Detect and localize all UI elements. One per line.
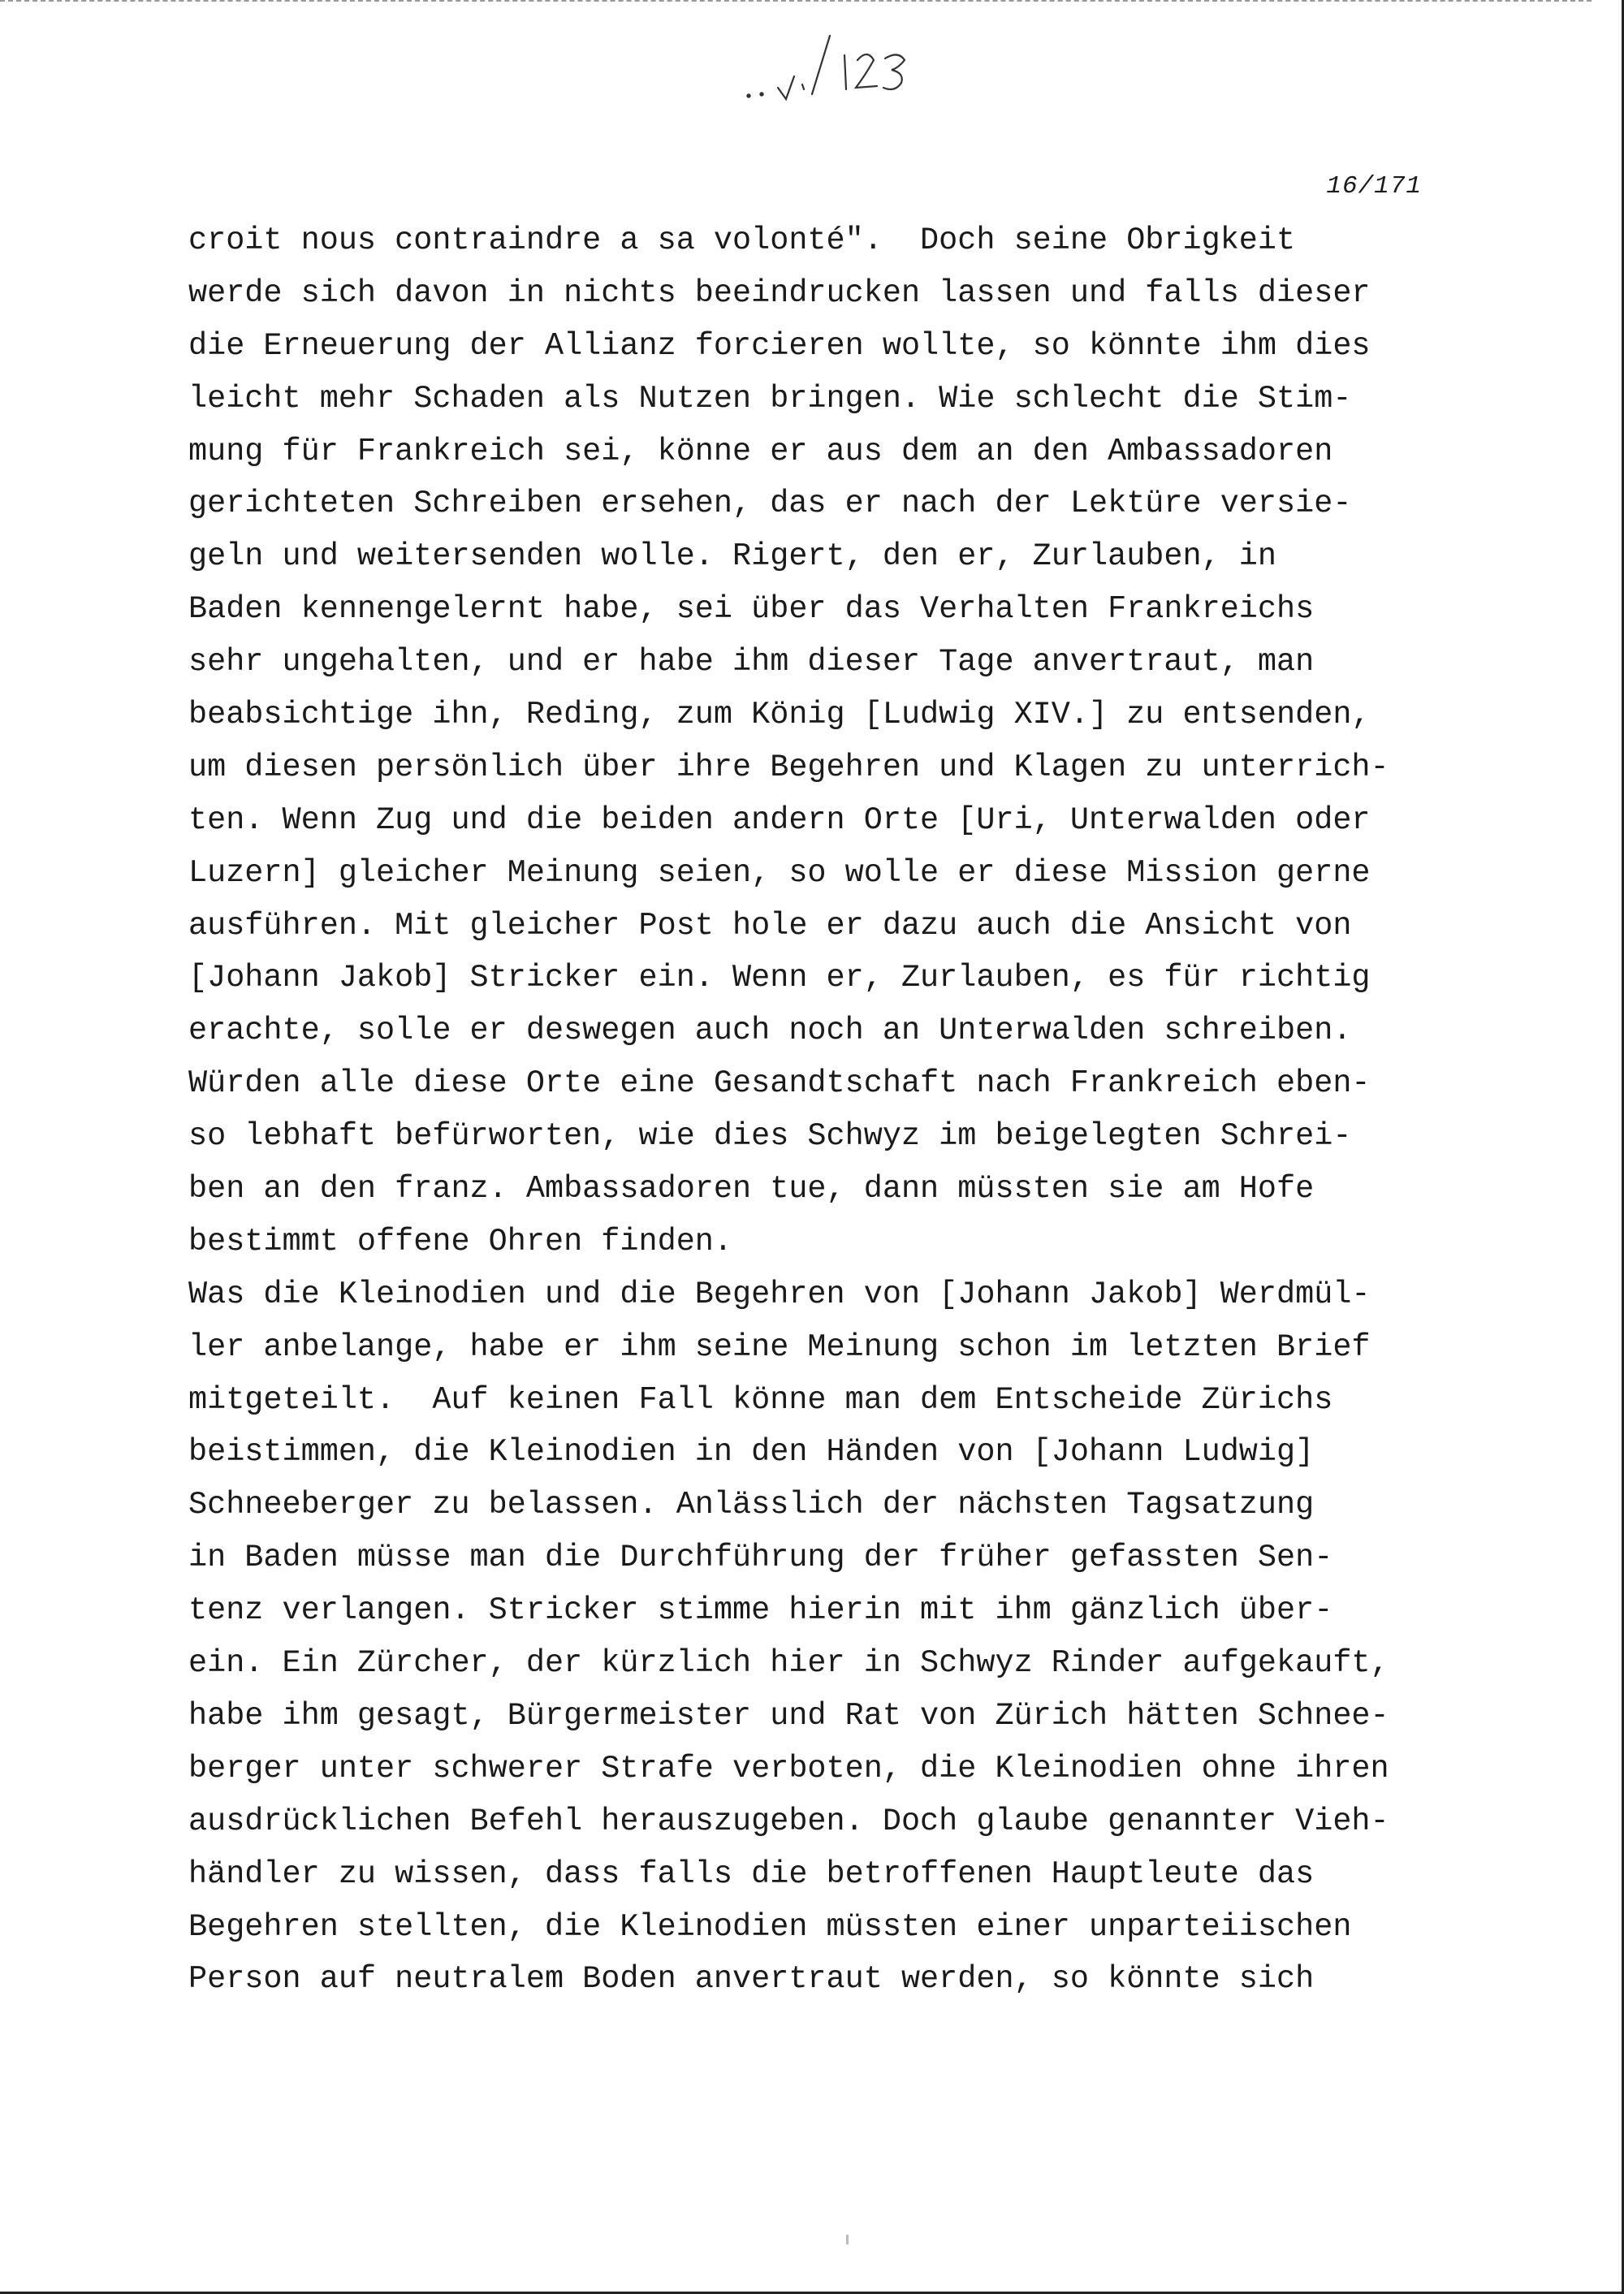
scan-edge-mark xyxy=(0,0,1592,2)
text-line: berger unter schwerer Strafe verboten, die Kleinodien ohne ihren xyxy=(188,1750,1389,1786)
text-line: erachte, solle er deswegen auch noch an Unterwalden schreiben. xyxy=(188,1013,1352,1049)
text-line: habe ihm gesagt, Bürgermeister und Rat von Zürich hätten Schnee- xyxy=(188,1697,1389,1734)
handwritten-archive-number xyxy=(739,24,918,114)
text-line: um diesen persönlich über ihre Begehren und Klagen zu unterrich- xyxy=(188,749,1389,785)
page-number: 16/171 xyxy=(1326,172,1422,201)
text-line: ausführen. Mit gleicher Post hole er dazu auch die Ansicht von xyxy=(188,907,1352,944)
text-line: Luzern] gleicher Meinung seien, so wolle er diese Mission gerne xyxy=(188,854,1371,891)
text-line: ten. Wenn Zug und die beiden andern Orte [Uri, Unterwalden oder xyxy=(188,801,1371,838)
text-line: bestimmt offene Ohren finden. xyxy=(188,1223,733,1259)
text-line: beabsichtige ihn, Reding, zum König [Ludwig XIV.] zu entsenden, xyxy=(188,697,1371,733)
text-line: sehr ungehalten, und er habe ihm dieser Tage anvertraut, man xyxy=(188,644,1315,680)
text-line: händler zu wissen, dass falls die betroffenen Hauptleute das xyxy=(188,1856,1315,1892)
text-line: ler anbelange, habe er ihm seine Meinung schon im letzten Brief xyxy=(188,1328,1371,1365)
text-line: Baden kennengelernt habe, sei über das Verhalten Frankreichs xyxy=(188,591,1315,628)
text-line: in Baden müsse man die Durchführung der früher gefassten Sen- xyxy=(188,1540,1333,1576)
text-line: ben an den franz. Ambassadoren tue, dann müssten sie am Hofe xyxy=(188,1171,1315,1207)
text-line: gerichteten Schreiben ersehen, das er nach der Lektüre versie- xyxy=(188,486,1352,522)
text-line: Person auf neutralem Boden anvertraut werden, so könnte sich xyxy=(188,1961,1315,1998)
text-line: die Erneuerung der Allianz forcieren wollte, so könnte ihm dies xyxy=(188,327,1371,364)
text-line: Begehren stellten, die Kleinodien müssten einer unparteiischen xyxy=(188,1908,1352,1945)
text-line: geln und weitersenden wolle. Rigert, den er, Zurlauben, in xyxy=(188,538,1277,575)
text-line: leicht mehr Schaden als Nutzen bringen. Wie schlecht die Stim- xyxy=(188,380,1352,417)
text-line: Schneeberger zu belassen. Anlässlich der nächsten Tagsatzung xyxy=(188,1487,1315,1523)
text-line: Würden alle diese Orte eine Gesandtschaft nach Frankreich eben- xyxy=(188,1065,1371,1102)
text-line: ein. Ein Zürcher, der kürzlich hier in Schwyz Rinder aufgekauft, xyxy=(188,1645,1389,1682)
text-line: mung für Frankreich sei, könne er aus dem an den Ambassadoren xyxy=(188,433,1333,469)
scan-speck xyxy=(846,2235,849,2244)
text-line: werde sich davon in nichts beeindrucken lassen und falls dieser xyxy=(188,274,1371,311)
text-line: beistimmen, die Kleinodien in den Händen von [Johann Ludwig] xyxy=(188,1434,1315,1471)
text-line: Was die Kleinodien und die Begehren von [Johann Jakob] Werdmül- xyxy=(188,1276,1371,1312)
text-line: mitgeteilt. Auf keinen Fall könne man dem Entscheide Zürichs xyxy=(188,1381,1333,1418)
text-line: tenz verlangen. Stricker stimme hierin mit ihm gänzlich über- xyxy=(188,1592,1333,1629)
text-line: croit nous contraindre a sa volonté". Doch seine Obrigkeit xyxy=(188,222,1296,258)
text-line: ausdrücklichen Befehl herauszugeben. Doch glaube genannter Vieh- xyxy=(188,1803,1389,1839)
body-text xyxy=(188,214,1455,2006)
text-line: so lebhaft befürworten, wie dies Schwyz im beigelegten Schrei- xyxy=(188,1118,1352,1155)
text-line: [Johann Jakob] Stricker ein. Wenn er, Zurlauben, es für richtig xyxy=(188,960,1371,996)
